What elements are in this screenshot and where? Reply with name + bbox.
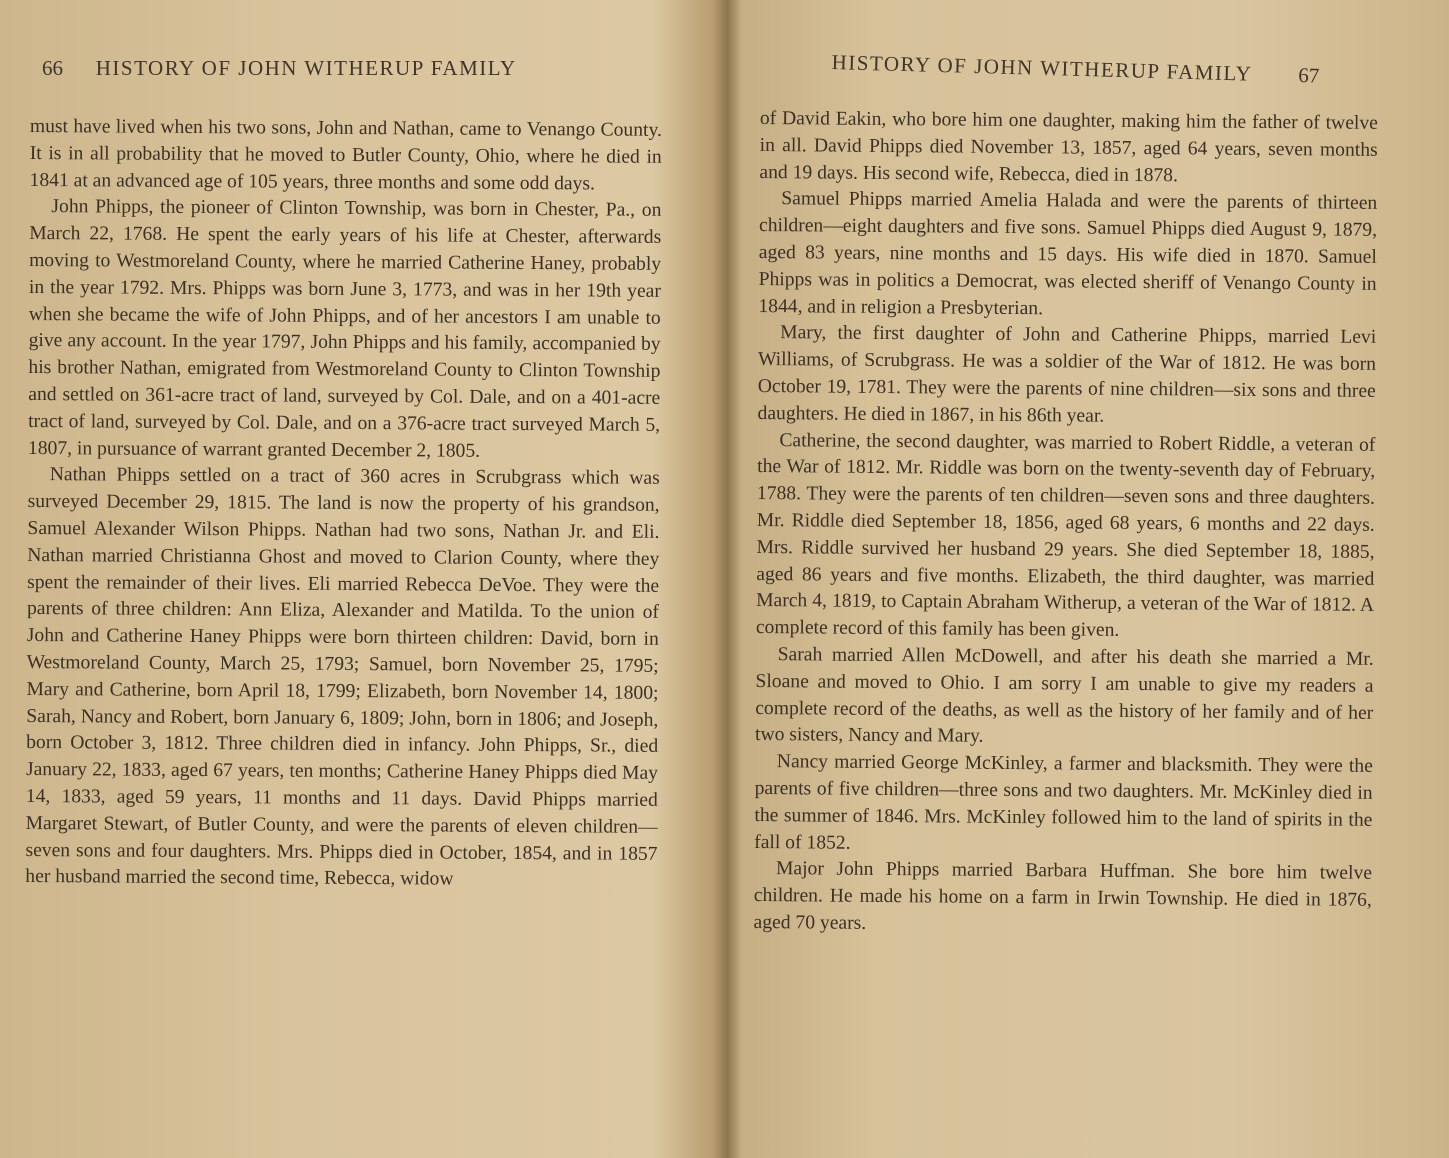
paragraph: Nathan Phipps settled on a tract of 360 acres in Scrubgrass which was surveyed December 29, 1815. The land is now the property of his grandson, Samuel Alexander Wilson Phipps. Nathan had two sons, Nathan Jr. and Eli. Nathan married Christianna Ghost and moved to Clarion County, where they spent the remainder of their lives. Eli married Rebecca DeVoe. They were the parents of three children: Ann Eliza, Alexander and Matilda. To the union of John and Catherine Haney Phipps were born thirteen children: David, born in Westmoreland County, March 25, 1793; Samuel, born November 25, 1795; Mary and Catherine, born April 18, 1799; Elizabeth, born November 14, 1800; Sarah, Nancy and Robert, born January 6, 1809; John, born in 1806; and Joseph, born October 3, 1812. Three children died in infancy. John Phipps, Sr., died January 22, 1833, aged 67 years, ten months; Catherine Haney Phipps died May 14, 1833, aged 59 years, 11 months and 11 days. David Phipps married Margaret Stewart, of Butler County, and were the parents of eleven children—seven sons and four daughters. Mrs. Phipps died in October, 1854, and in 1857 her husband married the second time, Rebecca, widow	[25, 464, 660, 890]
paragraph: Catherine, the second daughter, was married to Robert Riddle, a veteran of the War of 1812. Mr. Riddle was born on the twenty-seventh day of February, 1788. They were the parents of ten children—seven sons and three daughters. Mr. Riddle died September 18, 1856, aged 68 years, 6 months and 22 days. Mrs. Riddle survived her husband 29 years. She died September 18, 1885, aged 86 years and five months. Elizabeth, the third daughter, was married March 4, 1819, to Captain Abraham Witherup, a veteran of the War of 1812. A complete record of this family has been given.	[755, 429, 1376, 641]
paragraph: Sarah married Allen McDowell, and after his death she married a Mr. Sloane and moved to Ohio. I am sorry I am unable to give my readers a complete record of the deaths, as well as the history of her family and of her two sisters, Nancy and Mary.	[754, 644, 1374, 748]
page-number: 66	[42, 56, 63, 80]
paragraph: Samuel Phipps married Amelia Halada and were the parents of thirteen children—eight daughters and five sons. Samuel Phipps died August 9, 1879, aged 83 years, nine months and 15 days. His wife died in 1870. Samuel Phipps was in politics a Democrat, was elected sheriff of Venango County in 1844, and in religion a Presbyterian.	[758, 188, 1378, 319]
paragraph: Mary, the first daughter of John and Catherine Phipps, married Levi Williams, of Scrubgrass. He was a soldier of the War of 1812. He was born October 19, 1781. They were the parents of nine children—six sons and three daughters. He died in 1867, in his 86th year.	[757, 322, 1377, 427]
left-page	[0, 0, 712, 1158]
left-page-body	[25, 114, 662, 895]
paragraph: Major John Phipps married Barbara Huffman. She bore him twelve children. He made his home on a farm in Irwin Township. He died in 1876, aged 70 years.	[753, 858, 1373, 934]
right-page-header	[831, 50, 1319, 89]
running-head: HISTORY OF JOHN WITHERUP FAMILY	[831, 50, 1252, 86]
running-head: HISTORY OF JOHN WITHERUP FAMILY	[95, 56, 517, 80]
paragraph: of David Eakin, who bore him one daughter, making him the father of twelve in all. David Phipps died November 13, 1857, aged 64 years, seven months and 19 days. His second wife, Rebecca, died in 1878.	[759, 107, 1378, 186]
right-page-body	[753, 106, 1378, 942]
paragraph: John Phipps, the pioneer of Clinton Township, was born in Chester, Pa., on March 22, 1768. He spent the early years of his life at Chester, afterwards moving to Westmoreland County, where he married Catherine Haney, probably in the year 1792. Mrs. Phipps was born June 3, 1773, and was in her 19th year when she became the wife of John Phipps, and of her ancestors I am unable to give any account. In the year 1797, John Phipps and his family, accompanied by his brother Nathan, emigrated from Westmoreland County to Clinton Township and settled on 361-acre tract of land, surveyed by Col. Dale, and on a 401-acre tract of land, surveyed by Col. Dale, and on a 376-acre tract surveyed March 5, 1807, in pursuance of warrant granted December 2, 1805.	[27, 196, 662, 462]
paragraph: Nancy married George McKinley, a farmer and blacksmith. They were the parents of five children—three sons and two daughters. Mr. McKinley died in the summer of 1846. Mrs. McKinley followed him to the land of spirits in the fall of 1852.	[754, 751, 1373, 854]
right-page	[736, 0, 1449, 1158]
left-page-header	[42, 56, 517, 81]
page-number: 67	[1297, 63, 1320, 88]
paragraph: must have lived when his two sons, John and Nathan, came to Venango County. It is in all probability that he moved to Butler County, Ohio, where he died in 1841 at an advanced age of 105 years, three months and some odd days.	[29, 115, 662, 195]
